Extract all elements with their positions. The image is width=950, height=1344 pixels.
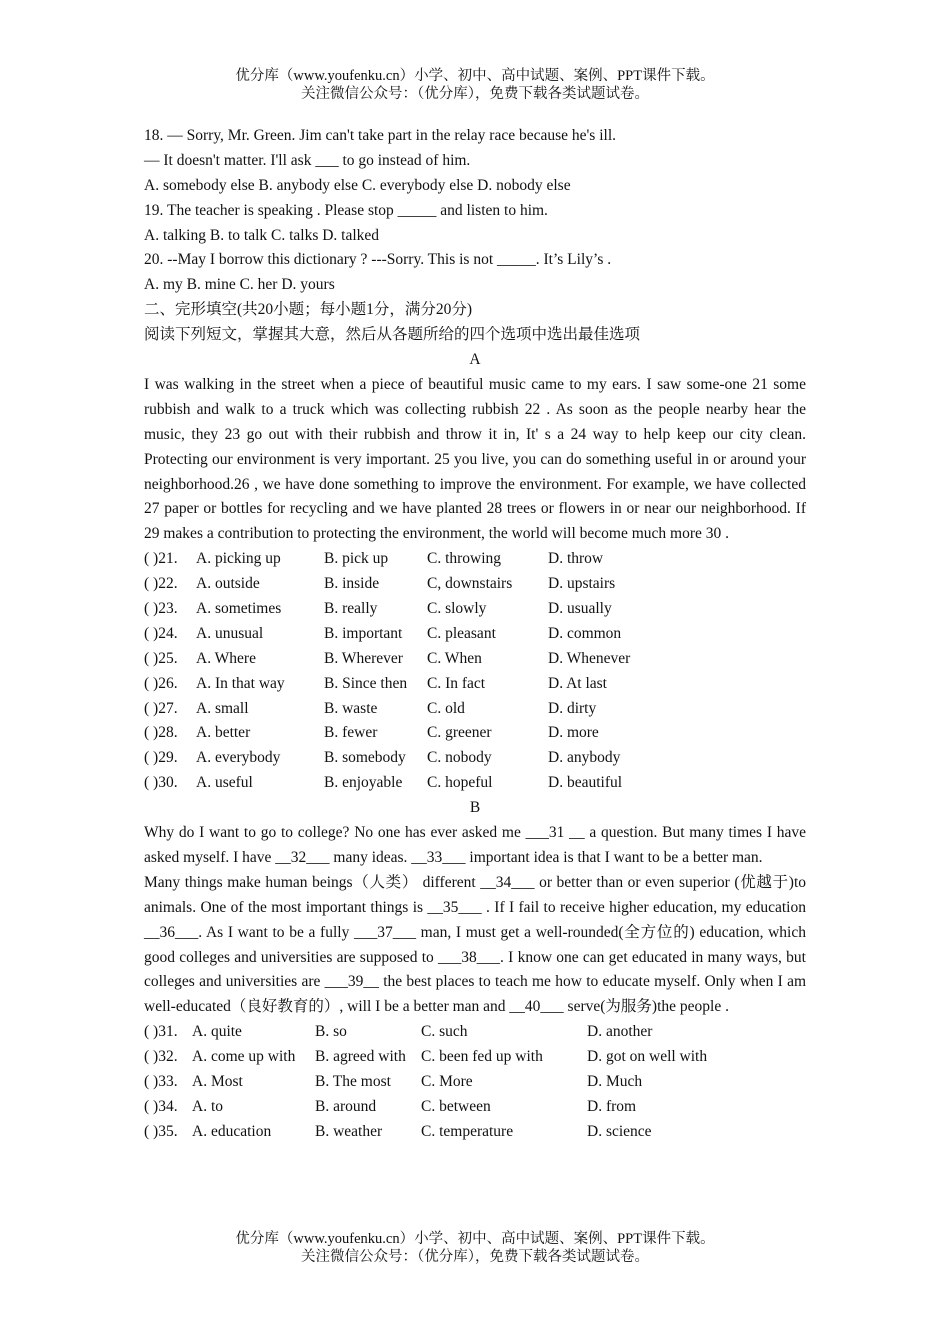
option-d: D. anybody [548,749,621,767]
question-number: ( )28. [144,724,178,742]
passage-a-questions [144,547,806,796]
option-d: D. got on well with [587,1048,708,1066]
q20-line-1: 20. --May I borrow this dictionary ? ---Sorry. This is not _____. It’s Lily’s . [144,251,612,269]
option-a: A. Most [192,1073,243,1091]
option-c: C. When [427,649,482,667]
option-d: D. At last [548,674,607,692]
option-b: B. fewer [324,724,378,742]
option-d: D. usually [548,600,612,618]
option-c: C. greener [427,724,492,742]
option-c: C. between [421,1097,491,1115]
section2-title: 二、完形填空(共20小题；每小题1分，满分20分) [144,301,473,319]
option-d: D. common [548,624,622,642]
question-number: ( )35. [144,1122,178,1140]
q19-options: A. talking B. to talk C. talks D. talked [144,226,380,244]
q19-line-1: 19. The teacher is speaking . Please stop _____ and listen to him. [144,201,548,219]
question-number: ( )34. [144,1097,178,1115]
option-d: D. from [587,1097,637,1115]
footer-line-1: 优分库（www.youfenku.cn）小学、初中、高中试题、案例、PPT课件下载。 [235,1231,715,1247]
option-b: B. Wherever [324,649,403,667]
option-a: A. quite [192,1023,242,1041]
option-b: B. weather [315,1122,383,1140]
question-row [144,771,806,796]
question-number: ( )21. [144,550,178,568]
page-header [0,67,950,103]
question-number: ( )26. [144,674,178,692]
passage-b-questions [144,1020,806,1144]
option-b: B. The most [315,1073,391,1091]
option-c: C. old [427,699,465,717]
q18-line-2: — It doesn't matter. I'll ask ___ to go instead of him. [144,151,471,169]
question-row [144,746,806,771]
option-c: C. throwing [427,550,502,568]
option-a: A. In that way [196,674,285,692]
question-number: ( )27. [144,699,178,717]
question-row [144,672,806,697]
question-row [144,697,806,722]
option-d: D. Much [587,1073,643,1091]
option-c: C. such [421,1023,468,1041]
option-a: A. Where [196,649,256,667]
option-a: A. education [192,1122,272,1140]
question-row [144,1070,806,1095]
option-b: B. pick up [324,550,389,568]
option-b: B. enjoyable [324,774,403,792]
question-row [144,1045,806,1070]
option-c: C. slowly [427,600,487,618]
question-row [144,572,806,597]
option-d: D. another [587,1023,653,1041]
option-c: C. hopeful [427,774,493,792]
option-a: A. useful [196,774,253,792]
option-a: A. everybody [196,749,281,767]
option-c: C. nobody [427,749,492,767]
question-number: ( )22. [144,575,178,593]
question-number: ( )33. [144,1073,178,1091]
question-number: ( )30. [144,774,178,792]
option-c: C. More [421,1073,473,1091]
question-number: ( )23. [144,600,178,618]
option-b: B. important [324,624,403,642]
passage-b-para-1: Why do I want to go to college? No one has ever asked me ___31 __ a question. But many times I have asked myself. I have __32___ many ideas. __33___ important idea is that I want to be a better man. [144,824,806,866]
passage-b-para-2: Many things make human beings（人类） different __34___ or better than or even superior (优越于)to animals. One of the most important things is __35___ . If I fail to receive higher education, my education __36___. As I want to be a fully ___37___ man, I must get a well-rounded(全方位的) education, which good colleges and universities are supposed to ___38___. I know one can get educated in many ways, but colleges and universities are ___39__ the best places to teach me how to educate myself. Only when I am well-educated（良好教育的）, will I be a better man and __40___ serve(为服务)the people . [144,873,806,1016]
question-number: ( )31. [144,1023,178,1041]
option-d: D. beautiful [548,774,623,792]
passage-b-label: B [469,799,481,817]
option-a: A. unusual [196,624,264,642]
option-a: A. small [196,699,249,717]
question-row [144,622,806,647]
option-b: B. around [315,1097,377,1115]
option-b: B. inside [324,575,380,593]
question-number: ( )29. [144,749,178,767]
footer-line-2: 关注微信公众号：（优分库），免费下载各类试题试卷。 [301,1249,649,1265]
header-line-2: 关注微信公众号：（优分库），免费下载各类试题试卷。 [301,86,649,102]
question-row [144,597,806,622]
option-b: B. so [315,1023,347,1041]
option-a: A. picking up [196,550,281,568]
option-b: B. somebody [324,749,406,767]
question-row [144,547,806,572]
option-c: C. been fed up with [421,1048,543,1066]
passage-a-text: I was walking in the street when a piece of beautiful music came to my ears. I saw some-one 21 some rubbish and walk to a truck which was collecting rubbish 22 . As soon as the people nearby hear the music, they 23 go out with their rubbish and throw it in, It' s a 24 way to help keep our city clean. Protecting our environment is very important. 25 you live, you can do something useful in or around your neighborhood.26 , we have done something to improve the environment. For example, we have collected 27 paper or bottles for recycling and we have planted 28 trees or flowers in or near our neighborhood. If 29 makes a contribution to protecting the environment, the world will become much more 30 . [144,375,806,543]
option-a: A. sometimes [196,600,282,618]
option-a: A. outside [196,575,260,593]
q18-options: A. somebody else B. anybody else C. everybody else D. nobody else [144,176,571,194]
passage-a-label: A [469,351,481,369]
option-c: C, downstairs [427,575,513,593]
option-d: D. Whenever [548,649,631,667]
question-row [144,721,806,746]
q20-options: A. my B. mine C. her D. yours [144,276,335,294]
question-row [144,1020,806,1045]
page-footer [0,1230,950,1266]
option-a: A. to [192,1097,223,1115]
option-c: C. pleasant [427,624,496,642]
option-b: B. agreed with [315,1048,406,1066]
option-d: D. dirty [548,699,597,717]
option-b: B. really [324,600,378,618]
question-row [144,1120,806,1145]
question-number: ( )25. [144,649,178,667]
question-row [144,1095,806,1120]
option-c: C. temperature [421,1122,514,1140]
option-a: A. come up with [192,1048,296,1066]
question-number: ( )32. [144,1048,178,1066]
question-row [144,647,806,672]
q18-line-1: 18. — Sorry, Mr. Green. Jim can't take part in the relay race because he's ill. [144,127,617,144]
option-d: D. more [548,724,599,742]
option-d: D. upstairs [548,575,616,593]
option-d: D. science [587,1122,652,1140]
document-body [144,124,806,1145]
question-number: ( )24. [144,624,178,642]
option-c: C. In fact [427,674,486,692]
option-d: D. throw [548,550,604,568]
header-line-1: 优分库（www.youfenku.cn）小学、初中、高中试题、案例、PPT课件下载。 [235,68,715,84]
section2-instruction: 阅读下列短文，掌握其大意，然后从各题所给的四个选项中选出最佳选项 [144,326,641,344]
option-b: B. waste [324,699,378,717]
option-a: A. better [196,724,251,742]
option-b: B. Since then [324,674,408,692]
